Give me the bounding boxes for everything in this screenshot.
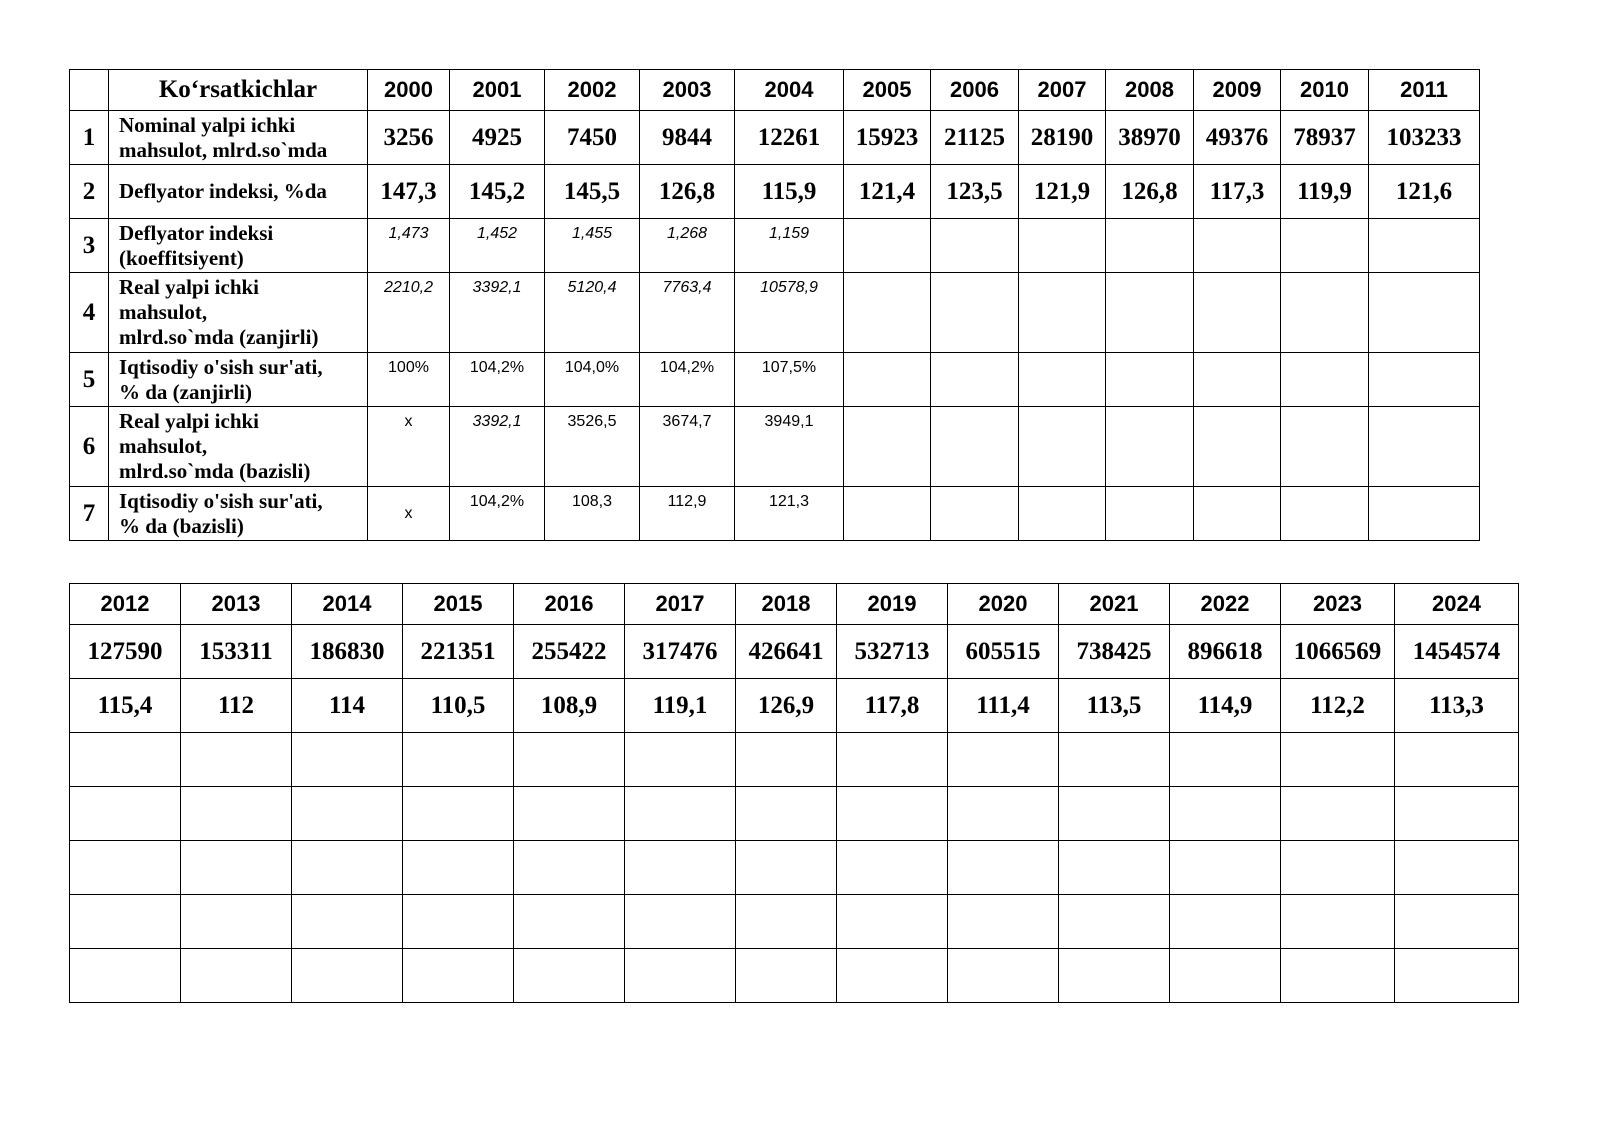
value-cell xyxy=(1369,219,1480,273)
value-cell: 605515 xyxy=(948,625,1059,679)
header-row xyxy=(70,584,1519,625)
year-header: 2007 xyxy=(1019,70,1106,111)
empty-cell xyxy=(625,895,736,949)
empty-cell xyxy=(292,841,403,895)
value-cell: 107,5% xyxy=(735,353,844,407)
year-header: 2002 xyxy=(545,70,640,111)
year-header: 2004 xyxy=(735,70,844,111)
indicator-label: Real yalpi ichki mahsulot, mlrd.so`mda (zanjirli) xyxy=(109,273,368,353)
value-cell: 1,268 xyxy=(640,219,735,273)
value-cell: 112 xyxy=(181,679,292,733)
value-cell: 113,3 xyxy=(1395,679,1519,733)
table-row xyxy=(70,165,1480,219)
value-cell: 10578,9 xyxy=(735,273,844,353)
empty-cell xyxy=(1170,787,1281,841)
empty-cell xyxy=(514,841,625,895)
year-header: 2003 xyxy=(640,70,735,111)
value-cell: 103233 xyxy=(1369,111,1480,165)
value-cell: 114,9 xyxy=(1170,679,1281,733)
empty-cell xyxy=(1281,787,1395,841)
table-row xyxy=(70,895,1519,949)
indicator-label: Deflyator indeksi, %da xyxy=(109,165,368,219)
value-cell xyxy=(1194,219,1281,273)
value-cell xyxy=(1369,353,1480,407)
empty-cell xyxy=(1170,895,1281,949)
value-cell xyxy=(931,219,1019,273)
value-cell: 21125 xyxy=(931,111,1019,165)
empty-cell xyxy=(403,949,514,1003)
table-row xyxy=(70,353,1480,407)
value-cell: 3392,1 xyxy=(450,407,545,487)
year-header: 2023 xyxy=(1281,584,1395,625)
value-cell: 28190 xyxy=(1019,111,1106,165)
value-cell: 104,0% xyxy=(545,353,640,407)
row-number: 3 xyxy=(70,219,109,273)
empty-cell xyxy=(1170,733,1281,787)
empty-cell xyxy=(625,949,736,1003)
header-row xyxy=(70,70,1480,111)
value-cell xyxy=(844,219,931,273)
value-cell: 1,473 xyxy=(368,219,450,273)
value-cell xyxy=(1194,353,1281,407)
value-cell: 3256 xyxy=(368,111,450,165)
value-cell: 100% xyxy=(368,353,450,407)
year-header: 2014 xyxy=(292,584,403,625)
value-cell: 1,452 xyxy=(450,219,545,273)
empty-cell xyxy=(736,895,837,949)
value-cell: 121,9 xyxy=(1019,165,1106,219)
empty-cell xyxy=(1395,895,1519,949)
table-row xyxy=(70,487,1480,541)
empty-cell xyxy=(1059,733,1170,787)
value-cell: 121,3 xyxy=(735,487,844,541)
empty-cell xyxy=(181,733,292,787)
empty-cell xyxy=(837,841,948,895)
empty-cell xyxy=(1395,841,1519,895)
table-row xyxy=(70,273,1480,353)
value-cell xyxy=(1019,353,1106,407)
empty-cell xyxy=(292,895,403,949)
value-cell: 123,5 xyxy=(931,165,1019,219)
empty-cell xyxy=(1395,949,1519,1003)
value-cell: 121,6 xyxy=(1369,165,1480,219)
value-cell: 738425 xyxy=(1059,625,1170,679)
year-header: 2022 xyxy=(1170,584,1281,625)
empty-cell xyxy=(1281,949,1395,1003)
table-row xyxy=(70,111,1480,165)
value-cell xyxy=(931,407,1019,487)
year-header: 2008 xyxy=(1106,70,1194,111)
value-cell: 221351 xyxy=(403,625,514,679)
empty-cell xyxy=(948,949,1059,1003)
row-number: 5 xyxy=(70,353,109,407)
value-cell: 114 xyxy=(292,679,403,733)
empty-cell xyxy=(403,895,514,949)
empty-cell xyxy=(70,841,181,895)
empty-cell xyxy=(70,733,181,787)
empty-cell xyxy=(736,841,837,895)
value-cell: 115,4 xyxy=(70,679,181,733)
value-cell: 3949,1 xyxy=(735,407,844,487)
value-cell: 113,5 xyxy=(1059,679,1170,733)
value-cell xyxy=(1106,353,1194,407)
value-cell xyxy=(1281,219,1369,273)
value-cell xyxy=(844,487,931,541)
value-cell: 1066569 xyxy=(1281,625,1395,679)
value-cell: 1,159 xyxy=(735,219,844,273)
empty-cell xyxy=(736,949,837,1003)
value-cell xyxy=(1019,273,1106,353)
value-cell: 2210,2 xyxy=(368,273,450,353)
value-cell: 426641 xyxy=(736,625,837,679)
row-number: 2 xyxy=(70,165,109,219)
empty-cell xyxy=(736,733,837,787)
value-cell: 896618 xyxy=(1170,625,1281,679)
value-cell xyxy=(931,353,1019,407)
value-cell: 317476 xyxy=(625,625,736,679)
year-header: 2001 xyxy=(450,70,545,111)
empty-cell xyxy=(625,787,736,841)
value-cell xyxy=(1194,273,1281,353)
year-header: 2006 xyxy=(931,70,1019,111)
empty-cell xyxy=(1059,841,1170,895)
value-cell: 49376 xyxy=(1194,111,1281,165)
value-cell: 112,9 xyxy=(640,487,735,541)
value-cell: 1454574 xyxy=(1395,625,1519,679)
value-cell: 145,2 xyxy=(450,165,545,219)
value-cell xyxy=(1106,407,1194,487)
corner-cell xyxy=(70,70,109,111)
value-cell: 15923 xyxy=(844,111,931,165)
value-cell: 9844 xyxy=(640,111,735,165)
empty-cell xyxy=(403,841,514,895)
value-cell: 78937 xyxy=(1281,111,1369,165)
table-row xyxy=(70,625,1519,679)
table-row xyxy=(70,949,1519,1003)
value-cell: 117,3 xyxy=(1194,165,1281,219)
table-row xyxy=(70,787,1519,841)
row-number: 6 xyxy=(70,407,109,487)
value-cell xyxy=(844,407,931,487)
year-header: 2010 xyxy=(1281,70,1369,111)
value-cell xyxy=(1281,487,1369,541)
value-cell: 7450 xyxy=(545,111,640,165)
year-header: 2017 xyxy=(625,584,736,625)
empty-cell xyxy=(948,895,1059,949)
value-cell xyxy=(844,353,931,407)
value-cell: 7763,4 xyxy=(640,273,735,353)
indicators-table-2000-2011 xyxy=(69,69,1480,541)
year-header: 2005 xyxy=(844,70,931,111)
row-number: 1 xyxy=(70,111,109,165)
table-row xyxy=(70,679,1519,733)
value-cell: 111,4 xyxy=(948,679,1059,733)
value-cell: 115,9 xyxy=(735,165,844,219)
empty-cell xyxy=(514,733,625,787)
value-cell: 12261 xyxy=(735,111,844,165)
value-cell xyxy=(1019,219,1106,273)
empty-cell xyxy=(403,787,514,841)
value-cell xyxy=(931,273,1019,353)
indicators-header: Ko‘rsatkichlar xyxy=(109,70,368,111)
value-cell: 110,5 xyxy=(403,679,514,733)
indicator-label: Iqtisodiy o'sish sur'ati, % da (zanjirli) xyxy=(109,353,368,407)
value-cell xyxy=(1106,273,1194,353)
value-cell: 532713 xyxy=(837,625,948,679)
value-cell: 4925 xyxy=(450,111,545,165)
value-cell: 108,9 xyxy=(514,679,625,733)
indicators-table-2012-2024 xyxy=(69,583,1519,1003)
empty-cell xyxy=(514,949,625,1003)
empty-cell xyxy=(1395,733,1519,787)
value-cell xyxy=(1106,219,1194,273)
empty-cell xyxy=(70,787,181,841)
value-cell xyxy=(1369,487,1480,541)
empty-cell xyxy=(514,787,625,841)
value-cell xyxy=(1019,487,1106,541)
value-cell: 255422 xyxy=(514,625,625,679)
empty-cell xyxy=(181,949,292,1003)
value-cell: 3526,5 xyxy=(545,407,640,487)
empty-cell xyxy=(837,949,948,1003)
value-cell: 117,8 xyxy=(837,679,948,733)
value-cell: 127590 xyxy=(70,625,181,679)
value-cell: 3674,7 xyxy=(640,407,735,487)
value-cell: 104,2% xyxy=(450,353,545,407)
value-cell: 104,2% xyxy=(640,353,735,407)
value-cell xyxy=(1281,407,1369,487)
value-cell: 119,1 xyxy=(625,679,736,733)
value-cell xyxy=(1369,273,1480,353)
indicator-label: Real yalpi ichki mahsulot, mlrd.so`mda (bazisli) xyxy=(109,407,368,487)
value-cell xyxy=(931,487,1019,541)
empty-cell xyxy=(1395,787,1519,841)
value-cell: x xyxy=(368,407,450,487)
year-header: 2020 xyxy=(948,584,1059,625)
year-header: 2016 xyxy=(514,584,625,625)
empty-cell xyxy=(948,841,1059,895)
empty-cell xyxy=(1059,949,1170,1003)
empty-cell xyxy=(403,733,514,787)
table-row xyxy=(70,219,1480,273)
value-cell: 186830 xyxy=(292,625,403,679)
empty-cell xyxy=(837,787,948,841)
table-row xyxy=(70,841,1519,895)
value-cell: 147,3 xyxy=(368,165,450,219)
year-header: 2021 xyxy=(1059,584,1170,625)
value-cell: 112,2 xyxy=(1281,679,1395,733)
value-cell: 126,9 xyxy=(736,679,837,733)
empty-cell xyxy=(292,787,403,841)
empty-cell xyxy=(292,733,403,787)
year-header: 2000 xyxy=(368,70,450,111)
empty-cell xyxy=(948,733,1059,787)
empty-cell xyxy=(1281,733,1395,787)
value-cell: 121,4 xyxy=(844,165,931,219)
empty-cell xyxy=(1170,841,1281,895)
value-cell xyxy=(1281,273,1369,353)
value-cell xyxy=(1281,353,1369,407)
empty-cell xyxy=(736,787,837,841)
empty-cell xyxy=(837,895,948,949)
table-row xyxy=(70,407,1480,487)
value-cell: 145,5 xyxy=(545,165,640,219)
empty-cell xyxy=(292,949,403,1003)
empty-cell xyxy=(948,787,1059,841)
indicator-label: Iqtisodiy o'sish sur'ati, % da (bazisli) xyxy=(109,487,368,541)
value-cell: 119,9 xyxy=(1281,165,1369,219)
value-cell: 153311 xyxy=(181,625,292,679)
indicator-label: Deflyator indeksi (koeffitsiyent) xyxy=(109,219,368,273)
year-header: 2013 xyxy=(181,584,292,625)
value-cell: 1,455 xyxy=(545,219,640,273)
empty-cell xyxy=(514,895,625,949)
value-cell: x xyxy=(368,487,450,541)
value-cell xyxy=(1106,487,1194,541)
empty-cell xyxy=(1281,895,1395,949)
empty-cell xyxy=(1059,895,1170,949)
row-number: 7 xyxy=(70,487,109,541)
year-header: 2015 xyxy=(403,584,514,625)
value-cell xyxy=(1194,407,1281,487)
value-cell: 108,3 xyxy=(545,487,640,541)
row-number: 4 xyxy=(70,273,109,353)
indicator-label: Nominal yalpi ichki mahsulot, mlrd.so`mda xyxy=(109,111,368,165)
value-cell: 126,8 xyxy=(1106,165,1194,219)
empty-cell xyxy=(1281,841,1395,895)
table-row xyxy=(70,733,1519,787)
value-cell xyxy=(1194,487,1281,541)
empty-cell xyxy=(70,949,181,1003)
value-cell: 5120,4 xyxy=(545,273,640,353)
year-header: 2018 xyxy=(736,584,837,625)
empty-cell xyxy=(1170,949,1281,1003)
year-header: 2024 xyxy=(1395,584,1519,625)
value-cell xyxy=(844,273,931,353)
empty-cell xyxy=(625,841,736,895)
year-header: 2019 xyxy=(837,584,948,625)
value-cell xyxy=(1369,407,1480,487)
value-cell: 126,8 xyxy=(640,165,735,219)
empty-cell xyxy=(181,895,292,949)
value-cell: 104,2% xyxy=(450,487,545,541)
year-header: 2011 xyxy=(1369,70,1480,111)
value-cell xyxy=(1019,407,1106,487)
value-cell: 3392,1 xyxy=(450,273,545,353)
empty-cell xyxy=(181,787,292,841)
empty-cell xyxy=(70,895,181,949)
empty-cell xyxy=(625,733,736,787)
year-header: 2012 xyxy=(70,584,181,625)
empty-cell xyxy=(1059,787,1170,841)
empty-cell xyxy=(181,841,292,895)
value-cell: 38970 xyxy=(1106,111,1194,165)
empty-cell xyxy=(837,733,948,787)
year-header: 2009 xyxy=(1194,70,1281,111)
